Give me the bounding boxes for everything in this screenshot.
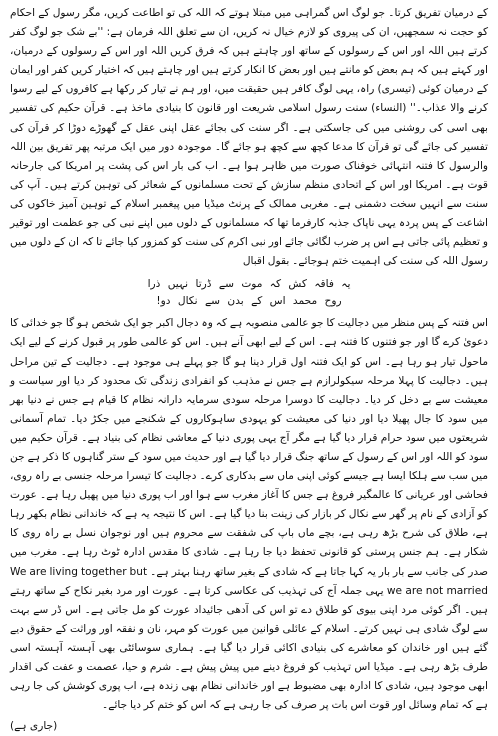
couplet-line-2: روح محمد اس کے بدن سے نکال دو! xyxy=(156,295,342,308)
iqbal-couplet xyxy=(10,276,488,310)
couplet-line-1: یہ فاقہ کش کہ موت سے ڈرتا نہیں ذرا xyxy=(147,278,351,291)
article-paragraph-2: اس فتنہ کے پس منظر میں دجالیت کا جو عالمی منصوبہ ہے کہ وہ دجال اکبر جو ایک شخص ہو گا جو خدائی کا دعویٰ کرے گا اور جو فتنوں کا فتنہ ہے۔ اس کے لیے ابھی آنے ہیں۔ اس کو عالمی طور پر قبول کرنے کے لیے ایک ماحول تیار ہو رہا ہے۔ اس کو ایک فتنہ اول قرار دینا ہو گا جو پہلے ہی موجود ہے۔ دجالیت کے تین مراحل ہیں۔ دجالیت کا پہلا مرحلہ سیکولرازم ہے جس نے مذہب کو انفرادی زندگی تک محدود کر دیا اور سیاست و معیشت سے بے دخل کر دیا۔ دجالیت کا دوسرا مرحلہ سودی سرمایہ دارانہ نظام کا قیام ہے جس نے دنیا بھر میں سود کا جال پھیلا دیا اور دنیا کی معیشت کو یہودی ساہوکاروں کے شکنجے میں جکڑ دیا۔ تمام آسمانی شریعتوں میں سود حرام قرار دیا گیا ہے مگر آج یہی پوری دنیا کے معاشی نظام کی بنیاد ہے۔ قرآن حکیم میں سود کو اللہ اور اس کے رسول کے ساتھ جنگ قرار دیا گیا ہے اور حدیث میں سود کے ستر گناہوں کا ذکر ہے جن میں سب سے ہلکا ایسا ہے جیسے کوئی اپنی ماں سے بدکاری کرے۔ دجالیت کا تیسرا مرحلہ جنسی بے راہ روی، فحاشی اور عریانی کا عالمگیر فروغ ہے جس کا آغاز مغرب سے ہوا اور اب پوری دنیا میں پھیل رہا ہے۔ عورت کو آزادی کے نام پر گھر سے نکال کر بازار کی زینت بنا دیا گیا ہے۔ اس کا نتیجہ یہ ہے کہ خاندانی نظام بکھر رہا ہے، طلاق کی شرح بڑھ رہی ہے، بچے ماں باپ کی شفقت سے محروم ہیں اور نوجوان نسل بے راہ روی کا شکار ہے۔ ہم جنس پرستی کو قانونی تحفظ دیا جا رہا ہے۔ شادی کا مقدس ادارہ ٹوٹ رہا ہے۔ مغرب میں صدر کی جانب سے بار بار یہ کہا جاتا ہے کہ شادی کے بغیر ساتھ رہنا بہتر ہے۔ We are living together but we are not married یہی جملہ آج کی تہذیب کی عکاسی کرتا ہے۔ عورت اور مرد بغیر نکاح کے ساتھ رہتے ہیں۔ اگر کوئی مرد اپنی بیوی کو طلاق دے تو اس کی آدھی جائیداد عورت کو مل جاتی ہے۔ اس ڈر سے بہت سے لوگ شادی ہی نہیں کرتے۔ اسلام کے عائلی قوانین میں عورت کو مہر، نان و نفقہ اور وراثت کے حقوق دیے گئے ہیں اور خاندان کو معاشرے کی بنیادی اکائی قرار دیا گیا ہے۔ ہماری سوسائٹی بھی آہستہ آہستہ اسی طرف بڑھ رہی ہے۔ میڈیا اس تہذیب کو فروغ دینے میں پیش پیش ہے۔ شرم و حیا، عصمت و عفت کی اقدار ابھی موجود ہیں، شادی کا ادارہ بھی مضبوط ہے اور خاندانی نظام بھی زندہ ہے، اب پوری کوشش کی جا رہی ہے کہ تمام وسائل اور قوت اس بات پر صرف کی جا رہی ہے کہ اس کو ختم کر دیا جائے۔ xyxy=(10,317,488,712)
article-paragraph-1: کے درمیان تفریق کرتا۔ جو لوگ اس گمراہی میں مبتلا ہوتے کہ اللہ کی تو اطاعت کریں، مگر رسول کے احکام کو حجت نہ سمجھیں، ان کی پیروی کو لازم خیال نہ کریں، ان سے تعلق اللہ فرمان ہے: ''بے شک جو لوگ کفر کرتے ہیں اللہ اور اس کے رسولوں کے ساتھ اور چاہتے ہیں کہ فرق کریں اللہ اور اس کے رسولوں کے درمیان، اور کہتے ہیں کہ ہم بعض کو مانتے ہیں اور بعض کا انکار کرتے ہیں اور چاہتے ہیں کہ اختیار کریں کفر اور ایمان کے درمیان کوئی (تیسری) راہ، یہی لوگ کافر ہیں حقیقت میں، اور ہم نے تیار کر رکھا ہے کافروں کے لیے رسوا کرنے والا عذاب۔'' (النساء) سنت رسول اسلامی شریعت اور قانون کا بنیادی ماخذ ہے۔ قرآن حکیم کی تفسیر بھی اسی کی روشنی میں کی جاسکتی ہے۔ اگر سنت کی بجائے عقل اپنی عقل کے گھوڑے دوڑا کر قرآن کی تفسیر کی جائے گی تو قرآن کا مدعا کچھ سے کچھ ہو جائے گا۔ موجودہ دور میں ایک مرتبہ پھر تفریق بین اللہ والرسول کا فتنہ انتہائی خوفناک صورت میں ظاہر ہوا ہے۔ اب کی بار اس کی پشت پر امریکا کی جارحانہ قوت ہے۔ امریکا اور اس کے اتحادی منظم سازش کے تحت مسلمانوں کے شعائر کی توہین کرتے ہیں۔ آپ کی سنت سے انہیں سخت دشمنی ہے۔ مغربی ممالک کے پرنٹ میڈیا میں پیغمبر اسلام کے توہین آمیز خاکوں کی اشاعت کے پس پردہ یہی ناپاک جذبہ کارفرما تھا کہ مسلمانوں کے دلوں میں اپنے نبی کی جو عظمت اور توقیر و تعظیم پائی جاتی ہے اس پر ضرب لگائی جائے اور نبی اکرم کی سنت کو کمزور کیا جائے تا کہ ان کے دلوں میں رسول اللہ کی سنت کی اہمیت ختم ہوجائے۔ بقول اقبال xyxy=(10,7,488,268)
end-line xyxy=(10,717,488,736)
continued-note: (جاری ہے) xyxy=(10,720,58,733)
